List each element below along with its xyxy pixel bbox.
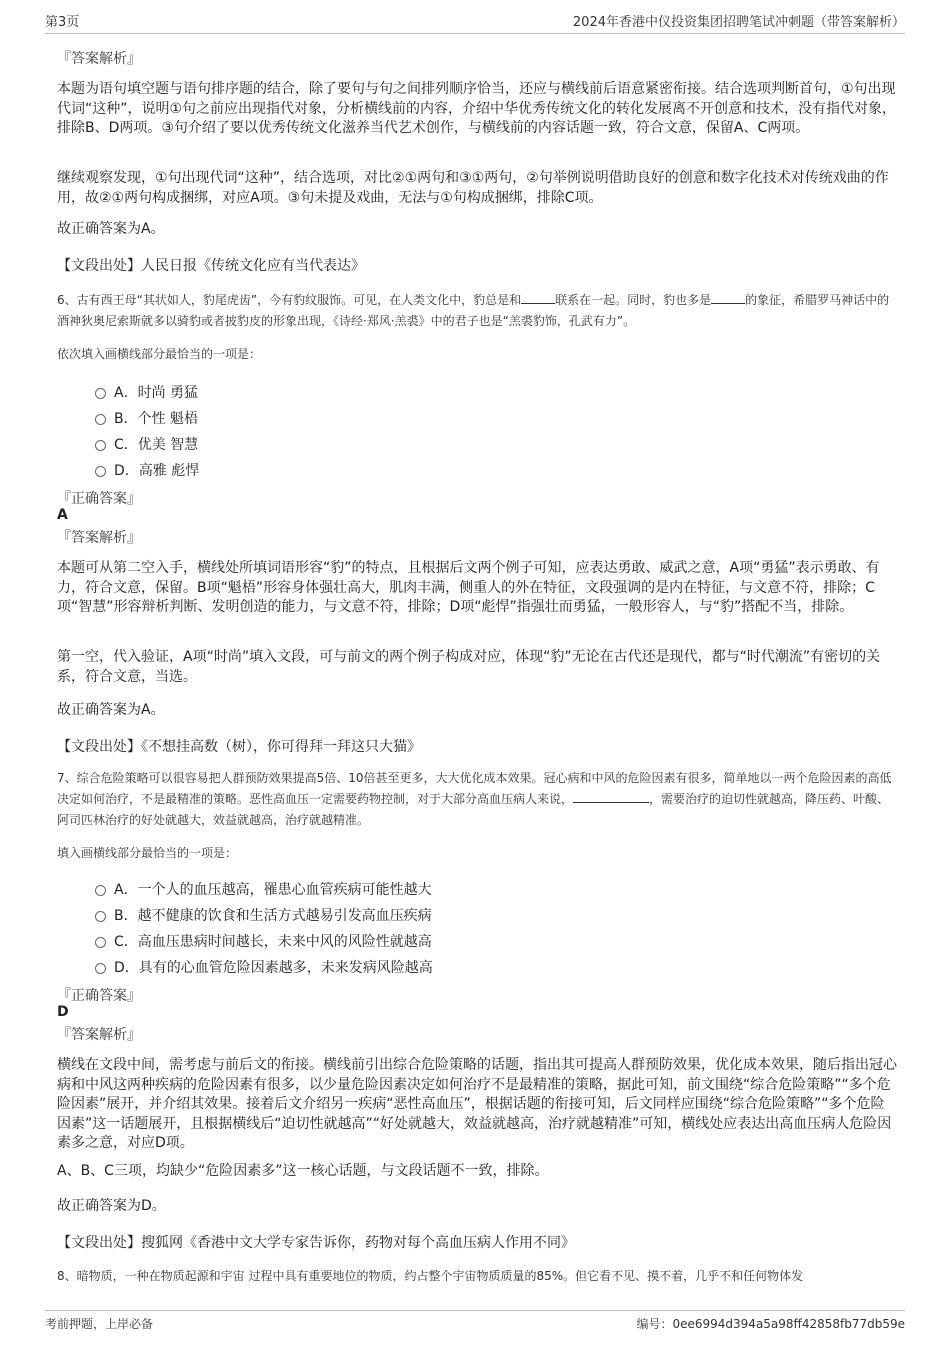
q7-blank <box>573 802 649 803</box>
q5-analysis-paragraph-1: 本题为语句填空题与语句排序题的结合，除了要句与句之间排列顺序恰当，还应与横线前后语意紧密衔接。结合选项判断首句，①句出现代词“这种”，说明①句之前应出现指代对象，分析横线前的内容，介绍中华优秀传统文化的转化发展离不开创意和技术，没有指代对象，排除B、D两项。③句介绍了要以优秀传统文化滋养当代艺术创作，与横线前的内容话题一致，符合文意，保留A、C两项。 <box>57 81 897 136</box>
q7-answer: D <box>57 1004 69 1020</box>
q5-analysis-paragraph-2: 继续观察发现，①句出现代词“这种”，结合选项，对比②①两句和③①两句，②句举例说明借助良好的创意和数字化技术对传统戏曲的作用，故②①两句构成捆绑，对应A项。③句未提及戏曲，无法与①句构成捆绑，排除C项。 <box>57 170 889 206</box>
radio-icon[interactable] <box>95 388 106 399</box>
q7-stem-part-1: 7、综合危险策略可以很容易把人群预防效果提高5倍、10倍甚至更多，大大优化成本效果。冠心病和中风的危险因素有很多，简单地以一两个危险因素的高低决定如何治疗，不是最精准的策略。恶性高血压一定需要药物控制，对于大部分高血压病人来说， <box>57 771 892 806</box>
radio-icon[interactable] <box>95 885 106 896</box>
q6-option-d[interactable]: D．高雅 彪悍 <box>95 460 199 480</box>
footer-slogan: 考前押题，上岸必备 <box>45 1317 154 1331</box>
q6-blank-2 <box>711 303 745 304</box>
q6-source: 【文段出处】《不想挂高数（树），你可得拜一拜这只大猫》 <box>57 739 421 755</box>
q6-analysis-paragraph-1: 本题可从第二空入手，横线处所填词语形容“豹”的特点，且根据后文两个例子可知，应表达勇敢、威武之意，A项“勇猛”表示勇敢、有力，符合文意，保留。B项“魁梧”形容身体强壮高大，肌肉丰满，侧重人的外在特征，文段强调的是内在特征，与文意不符，排除；C项“智慧”形容辩析判断、发明创造的能力，与文意不符，排除；D项“彪悍”指强壮而勇猛，一般形容人，与“豹”搭配不当，排除。 <box>57 560 880 615</box>
q5-conclusion: 故正确答案为A。 <box>57 221 165 237</box>
q7-analysis-paragraph-1: 横线在文段中间，需考虑与前后文的衔接。横线前引出综合危险策略的话题，指出其可提高人群预防效果，优化成本效果，随后指出冠心病和中风这两种疾病的危险因素有很多，以少量危险因素决定如何治疗不是最精准的策略，据此可知，前文围绕“综合危险策略”“多个危险因素”展开，并介绍其效果。接着后文介绍另一疾病“恶性高血压”，根据话题的衔接可知，后文同样应围绕“综合危险策略”“多个危险因素”这一话题展开，且根据横线后“迫切性就越高”“好处就越大，效益就越高，治疗就越精准”可知，横线处应表达出高血压病人危险因素多之意，对应D项。 <box>57 1057 897 1151</box>
document-id: 编号：0ee6994d394a5a98ff42858fb77db59e <box>636 1317 905 1331</box>
q7-source: 【文段出处】搜狐网《香港中文大学专家告诉你，药物对每个高血压病人作用不同》 <box>57 1235 575 1251</box>
radio-icon[interactable] <box>95 440 106 451</box>
q6-stem <box>57 290 897 332</box>
radio-icon[interactable] <box>95 963 106 974</box>
q6-option-a[interactable]: A．时尚 勇猛 <box>95 382 198 402</box>
page-header <box>45 6 905 34</box>
q6-option-c[interactable]: C．优美 智慧 <box>95 434 198 454</box>
q6-correct-label: 『正确答案』 <box>57 491 141 507</box>
q6-conclusion: 故正确答案为A。 <box>57 702 165 718</box>
radio-icon[interactable] <box>95 414 106 425</box>
q7-analysis-label: 『答案解析』 <box>57 1027 141 1043</box>
q6-answer: A <box>57 507 68 523</box>
radio-icon[interactable] <box>95 911 106 922</box>
q7-stem-part-2: ，需要治疗的迫切性就越高，降压药、叶酸、阿司匹林治疗的好处就越大，效益就越高，治疗就越精准。 <box>57 792 890 827</box>
q6-blank-1 <box>521 303 555 304</box>
q5-analysis-label: 『答案解析』 <box>57 51 141 67</box>
q7-stem <box>57 768 897 831</box>
q7-option-d[interactable]: D．具有的心血管危险因素越多，未来发病风险越高 <box>95 957 433 977</box>
q7-correct-label: 『正确答案』 <box>57 988 141 1004</box>
q6-stem-part-2: 联系在一起。同时，豹也多是 <box>555 293 712 307</box>
q6-option-b[interactable]: B．个性 魁梧 <box>95 408 198 428</box>
document-title: 2024年香港中仪投资集团招聘笔试冲刺题（带答案解析） <box>572 15 905 30</box>
radio-icon[interactable] <box>95 937 106 948</box>
q7-option-b[interactable]: B．越不健康的饮食和生活方式越易引发高血压疾病 <box>95 905 432 925</box>
q5-source: 【文段出处】人民日报《传统文化应有当代表达》 <box>57 258 365 274</box>
q7-prompt: 填入画横线部分最恰当的一项是： <box>57 846 238 860</box>
q7-option-a[interactable]: A．一个人的血压越高，罹患心血管疾病可能性越大 <box>95 879 432 899</box>
q7-analysis-paragraph-2: A、B、C三项，均缺少“危险因素多”这一核心话题，与文段话题不一致，排除。 <box>57 1163 549 1179</box>
q6-analysis-paragraph-2: 第一空，代入验证，A项“时尚”填入文段，可与前文的两个例子构成对应，体现“豹”无论在古代还是现代，都与“时代潮流”有密切的关系，符合文意，当选。 <box>57 649 881 685</box>
q8-stem: 8、暗物质，一种在物质起源和宇宙 过程中具有重要地位的物质，约占整个宇宙物质质量的85%。但它看不见、摸不着，几乎不和任何物体发 <box>57 1269 804 1283</box>
q6-prompt: 依次填入画横线部分最恰当的一项是： <box>57 347 262 361</box>
q6-stem-part-3: 的象征，希腊罗马神话中的酒神狄奥尼索斯就多以骑豹或者披豹皮的形象出现，《诗经·郑风·羔裘》中的君子也是“羔裘豹饰，孔武有力”。 <box>57 293 890 328</box>
q6-analysis-label: 『答案解析』 <box>57 530 141 546</box>
page-footer <box>45 1310 905 1332</box>
q7-option-c[interactable]: C．高血压患病时间越长，未来中风的风险性就越高 <box>95 931 432 951</box>
page-number: 第3页 <box>45 15 80 30</box>
radio-icon[interactable] <box>95 466 106 477</box>
q7-conclusion: 故正确答案为D。 <box>57 1198 166 1214</box>
q6-stem-part-1: 6、古有西王母“其状如人，豹尾虎齿”，今有豹纹服饰。可见，在人类文化中，豹总是和 <box>57 293 522 307</box>
